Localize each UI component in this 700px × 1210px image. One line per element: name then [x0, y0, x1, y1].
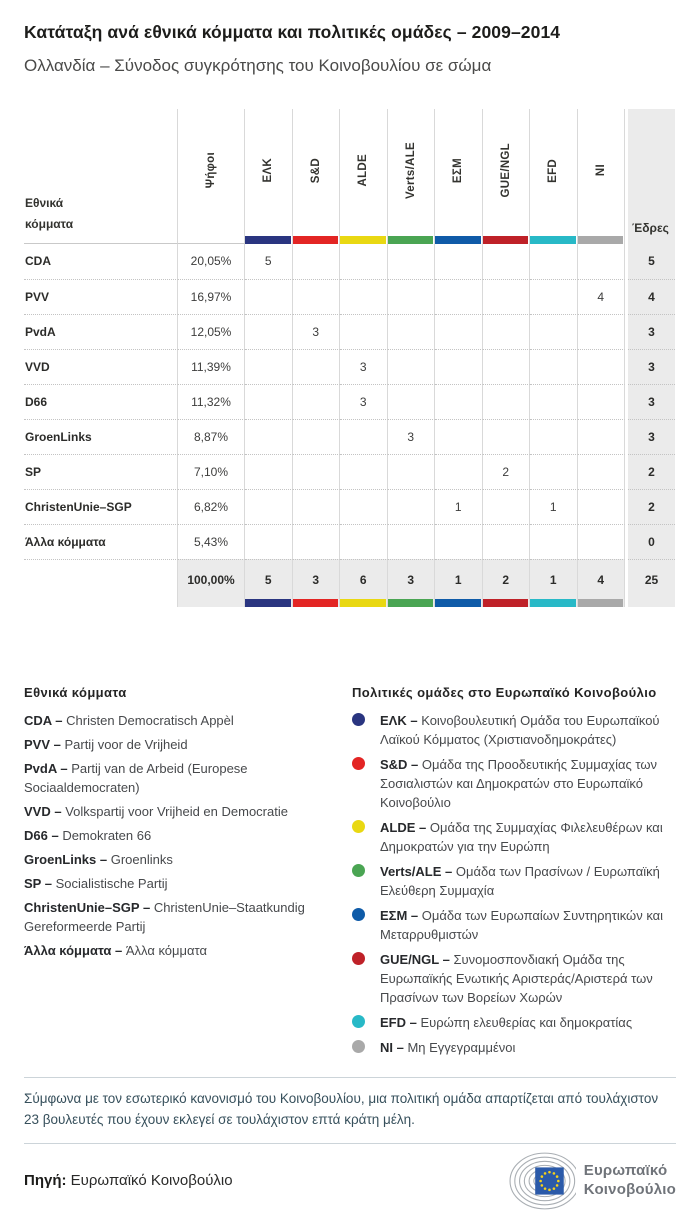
divider-top — [24, 1077, 676, 1078]
cell-seats-NI: 4 — [578, 279, 626, 314]
column-header-group-ALDE: ALDE — [340, 109, 388, 244]
cell-totals-seats: 25 — [628, 559, 675, 607]
group-color-bar — [388, 236, 434, 244]
cell-totals-votes: 100,00% — [178, 559, 245, 607]
cell-seats-GUE/NGL — [483, 524, 531, 559]
cell-seats-NI — [578, 454, 626, 489]
group-color-dot — [352, 952, 365, 965]
source-row — [24, 1152, 676, 1210]
cell-seats-ΕΣΜ — [435, 524, 483, 559]
cell-party-name: SP — [24, 454, 178, 489]
cell-seats-Verts/ALE — [388, 244, 436, 279]
cell-total-seats: 2 — [628, 489, 675, 524]
cell-seats-ALDE — [340, 524, 388, 559]
party-legend-item: SP – Socialistische Partij — [24, 875, 168, 891]
group-color-bar — [245, 599, 291, 607]
cell-seats-NI — [578, 314, 626, 349]
cell-seats-S&D — [293, 454, 341, 489]
cell-seats-S&D — [293, 244, 341, 279]
group-legend-item — [352, 1013, 680, 1032]
party-legend-item: CDA – Christen Democratisch Appèl — [24, 712, 234, 728]
source-text — [24, 1172, 233, 1189]
party-legend-item: PvdA – Partij van de Arbeid (Europese Sociaaldemocraten) — [24, 760, 248, 795]
political-groups-legend — [352, 685, 680, 1063]
group-color-dot — [352, 820, 365, 833]
cell-seats-ΕΛΚ — [245, 349, 293, 384]
group-color-bar — [483, 236, 529, 244]
group-color-dot — [352, 713, 365, 726]
column-header-group-EFD: EFD — [530, 109, 578, 244]
column-header-national-parties: Εθνικά κόμματα — [24, 109, 178, 244]
column-header-votes: Ψήφοι — [178, 109, 245, 244]
cell-seats-ΕΛΚ: 5 — [245, 244, 293, 279]
cell-total-seats: 5 — [628, 244, 675, 279]
group-color-bar — [293, 599, 339, 607]
group-legend-item — [352, 1038, 680, 1057]
party-legend-item: PVV – Partij voor de Vrijheid — [24, 736, 188, 752]
cell-seats-ΕΛΚ — [245, 454, 293, 489]
party-legend-item: Άλλα κόμματα – Άλλα κόμματα — [24, 942, 207, 958]
political-groups-legend-heading: Πολιτικές ομάδες στο Ευρωπαϊκό Κοινοβούλιο — [352, 684, 657, 700]
group-legend-text: Verts/ALE – Ομάδα των Πρασίνων / Ευρωπαϊκή Ελεύθερη Συμμαχία — [380, 863, 660, 898]
column-header-group-ΕΛΚ: ΕΛΚ — [245, 109, 293, 244]
group-color-dot — [352, 1040, 365, 1053]
cell-seats-ΕΣΜ — [435, 454, 483, 489]
cell-votes: 6,82% — [178, 489, 245, 524]
cell-seats-Verts/ALE — [388, 489, 436, 524]
page-subtitle: Ολλανδία – Σύνοδος συγκρότησης του Κοινοβουλίου σε σώμα — [24, 55, 492, 75]
cell-seats-ΕΣΜ — [435, 244, 483, 279]
cell-total-seats: 3 — [628, 349, 675, 384]
cell-votes: 11,32% — [178, 384, 245, 419]
cell-totals-blank — [24, 559, 178, 607]
cell-seats-Verts/ALE: 3 — [388, 419, 436, 454]
group-legend-item — [352, 711, 680, 749]
cell-seats-S&D: 3 — [293, 314, 341, 349]
column-header-group-GUE/NGL: GUE/NGL — [483, 109, 531, 244]
column-header-group-S&D: S&D — [293, 109, 341, 244]
ep-logo-wordmark: Ευρωπαϊκό Κοινοβούλιο — [583, 1162, 676, 1198]
cell-seats-EFD — [530, 314, 578, 349]
national-parties-legend — [24, 685, 340, 965]
group-legend-text: S&D – Ομάδα της Προοδευτικής Συμμαχίας των Σοσιαλιστών και Δημοκρατών στο Ευρωπαϊκό Κοινοβούλιο — [380, 756, 657, 810]
cell-seats-NI — [578, 419, 626, 454]
european-parliament-logo — [508, 1152, 676, 1210]
group-color-dot — [352, 1015, 365, 1028]
cell-seats-EFD — [530, 419, 578, 454]
cell-seats-EFD — [530, 524, 578, 559]
cell-seats-ΕΣΜ — [435, 279, 483, 314]
cell-seats-Verts/ALE — [388, 349, 436, 384]
cell-seats-ALDE — [340, 244, 388, 279]
cell-seats-ΕΛΚ — [245, 279, 293, 314]
group-color-bar — [245, 236, 291, 244]
cell-total-seats: 3 — [628, 419, 675, 454]
group-color-bar — [435, 599, 481, 607]
cell-seats-NI — [578, 524, 626, 559]
party-legend-item: ChristenUnie–SGP – ChristenUnie–Staatkundig Gereformeerde Partij — [24, 899, 305, 934]
cell-totals-ΕΣΜ: 1 — [435, 559, 483, 607]
cell-seats-GUE/NGL — [483, 419, 531, 454]
cell-party-name: PvdA — [24, 314, 178, 349]
group-legend-item — [352, 906, 680, 944]
cell-totals-GUE/NGL: 2 — [483, 559, 531, 607]
group-legend-item — [352, 755, 680, 812]
group-color-bar — [340, 599, 386, 607]
cell-seats-Verts/ALE — [388, 524, 436, 559]
cell-seats-NI — [578, 349, 626, 384]
cell-seats-EFD — [530, 244, 578, 279]
cell-total-seats: 4 — [628, 279, 675, 314]
group-color-bar — [578, 236, 624, 244]
cell-party-name: D66 — [24, 384, 178, 419]
cell-seats-EFD — [530, 384, 578, 419]
cell-seats-ΕΣΜ — [435, 384, 483, 419]
national-parties-legend-heading: Εθνικά κόμματα — [24, 684, 127, 700]
column-header-group-NI: NI — [578, 109, 626, 244]
cell-seats-GUE/NGL — [483, 349, 531, 384]
group-color-dot — [352, 757, 365, 770]
cell-seats-NI — [578, 244, 626, 279]
cell-seats-GUE/NGL — [483, 489, 531, 524]
cell-seats-ΕΣΜ — [435, 349, 483, 384]
cell-totals-EFD: 1 — [530, 559, 578, 607]
cell-seats-EFD — [530, 454, 578, 489]
group-color-bar — [530, 236, 576, 244]
cell-seats-ΕΛΚ — [245, 419, 293, 454]
cell-seats-S&D — [293, 419, 341, 454]
cell-seats-ALDE — [340, 454, 388, 489]
cell-party-name: CDA — [24, 244, 178, 279]
cell-totals-ΕΛΚ: 5 — [245, 559, 293, 607]
group-legend-text: ΕΛΚ – Κοινοβουλευτική Ομάδα του Ευρωπαϊκού Λαϊκού Κόμματος (Χριστιανοδημοκράτες) — [380, 712, 660, 747]
cell-seats-ΕΛΚ — [245, 524, 293, 559]
cell-seats-ΕΣΜ — [435, 314, 483, 349]
cell-votes: 11,39% — [178, 349, 245, 384]
cell-seats-ALDE — [340, 419, 388, 454]
source-label: Πηγή: — [24, 1172, 67, 1190]
cell-seats-ALDE — [340, 279, 388, 314]
cell-seats-ALDE — [340, 489, 388, 524]
group-legend-text: NI – Μη Εγγεγραμμένοι — [380, 1039, 516, 1055]
group-legend-text: ALDE – Ομάδα της Συμμαχίας Φιλελευθέρων και Δημοκρατών για την Ευρώπη — [380, 819, 663, 854]
cell-seats-S&D — [293, 349, 341, 384]
cell-party-name: Άλλα κόμματα — [24, 524, 178, 559]
cell-seats-ALDE: 3 — [340, 384, 388, 419]
group-color-bar — [340, 236, 386, 244]
cell-party-name: VVD — [24, 349, 178, 384]
cell-seats-S&D — [293, 489, 341, 524]
divider-bottom — [24, 1143, 676, 1144]
cell-seats-GUE/NGL — [483, 384, 531, 419]
cell-seats-Verts/ALE — [388, 314, 436, 349]
group-color-bar — [578, 599, 624, 607]
cell-total-seats: 3 — [628, 384, 675, 419]
cell-seats-EFD — [530, 349, 578, 384]
cell-seats-NI — [578, 384, 626, 419]
cell-total-seats: 2 — [628, 454, 675, 489]
cell-party-name: ChristenUnie–SGP — [24, 489, 178, 524]
cell-totals-NI: 4 — [578, 559, 626, 607]
cell-seats-Verts/ALE — [388, 454, 436, 489]
cell-totals-Verts/ALE: 3 — [388, 559, 436, 607]
group-color-bar — [388, 599, 434, 607]
footnote: Σύμφωνα με τον εσωτερικό κανονισμό του Κοινοβουλίου, μια πολιτική ομάδα απαρτίζεται από τουλάχιστον 23 βουλευτές που έχουν εκλεγεί σε τουλάχιστον επτά κράτη μέλη. — [24, 1090, 659, 1127]
cell-seats-ALDE — [340, 314, 388, 349]
cell-seats-GUE/NGL — [483, 244, 531, 279]
cell-party-name: PVV — [24, 279, 178, 314]
cell-totals-ALDE: 6 — [340, 559, 388, 607]
group-color-bar — [483, 599, 529, 607]
national-parties-legend-items — [24, 711, 340, 960]
cell-totals-S&D: 3 — [293, 559, 341, 607]
cell-seats-S&D — [293, 279, 341, 314]
group-legend-text: GUE/NGL – Συνομοσπονδιακή Ομάδα της Ευρωπαϊκής Ενωτικής Αριστεράς/Αριστερά των Πρασίνων των Βορείων Χωρών — [380, 951, 653, 1005]
ep-hemicycle-icon — [508, 1152, 576, 1210]
column-header-group-Verts/ALE: Verts/ALE — [388, 109, 436, 244]
cell-seats-ΕΛΚ — [245, 489, 293, 524]
group-color-dot — [352, 908, 365, 921]
column-header-group-ΕΣΜ: ΕΣΜ — [435, 109, 483, 244]
cell-votes: 12,05% — [178, 314, 245, 349]
party-legend-item: GroenLinks – Groenlinks — [24, 851, 173, 867]
cell-seats-ΕΣΜ — [435, 419, 483, 454]
source-value: Ευρωπαϊκό Κοινοβούλιο — [70, 1172, 233, 1190]
cell-total-seats: 0 — [628, 524, 675, 559]
group-legend-text: ΕΣΜ – Ομάδα των Ευρωπαίων Συντηρητικών και Μεταρρυθμιστών — [380, 907, 664, 942]
legends — [24, 685, 676, 1063]
cell-party-name: GroenLinks — [24, 419, 178, 454]
cell-seats-ΕΛΚ — [245, 384, 293, 419]
cell-seats-ΕΛΚ — [245, 314, 293, 349]
political-groups-legend-items — [352, 711, 680, 1057]
cell-seats-ALDE: 3 — [340, 349, 388, 384]
cell-seats-Verts/ALE — [388, 279, 436, 314]
cell-total-seats: 3 — [628, 314, 675, 349]
cell-seats-EFD: 1 — [530, 489, 578, 524]
cell-votes: 8,87% — [178, 419, 245, 454]
cell-seats-EFD — [530, 279, 578, 314]
party-legend-item: D66 – Demokraten 66 — [24, 827, 152, 843]
cell-seats-GUE/NGL — [483, 314, 531, 349]
party-legend-item: VVD – Volkspartij voor Vrijheid en Democratie — [24, 803, 288, 819]
cell-seats-NI — [578, 489, 626, 524]
group-color-bar — [293, 236, 339, 244]
group-legend-item — [352, 818, 680, 856]
group-color-bar — [530, 599, 576, 607]
cell-seats-GUE/NGL — [483, 279, 531, 314]
results-table — [24, 109, 675, 607]
page-title: Κατάταξη ανά εθνικά κόμματα και πολιτικές ομάδες – 2009–2014 — [24, 22, 561, 42]
cell-seats-GUE/NGL: 2 — [483, 454, 531, 489]
cell-seats-Verts/ALE — [388, 384, 436, 419]
cell-seats-ΕΣΜ: 1 — [435, 489, 483, 524]
group-color-dot — [352, 864, 365, 877]
group-legend-text: EFD – Ευρώπη ελευθερίας και δημοκρατίας — [380, 1014, 633, 1030]
cell-votes: 5,43% — [178, 524, 245, 559]
column-header-seats: Έδρες — [628, 109, 675, 244]
cell-votes: 16,97% — [178, 279, 245, 314]
group-legend-item — [352, 950, 680, 1007]
group-legend-item — [352, 862, 680, 900]
cell-seats-S&D — [293, 524, 341, 559]
cell-votes: 20,05% — [178, 244, 245, 279]
cell-votes: 7,10% — [178, 454, 245, 489]
group-color-bar — [435, 236, 481, 244]
cell-seats-S&D — [293, 384, 341, 419]
